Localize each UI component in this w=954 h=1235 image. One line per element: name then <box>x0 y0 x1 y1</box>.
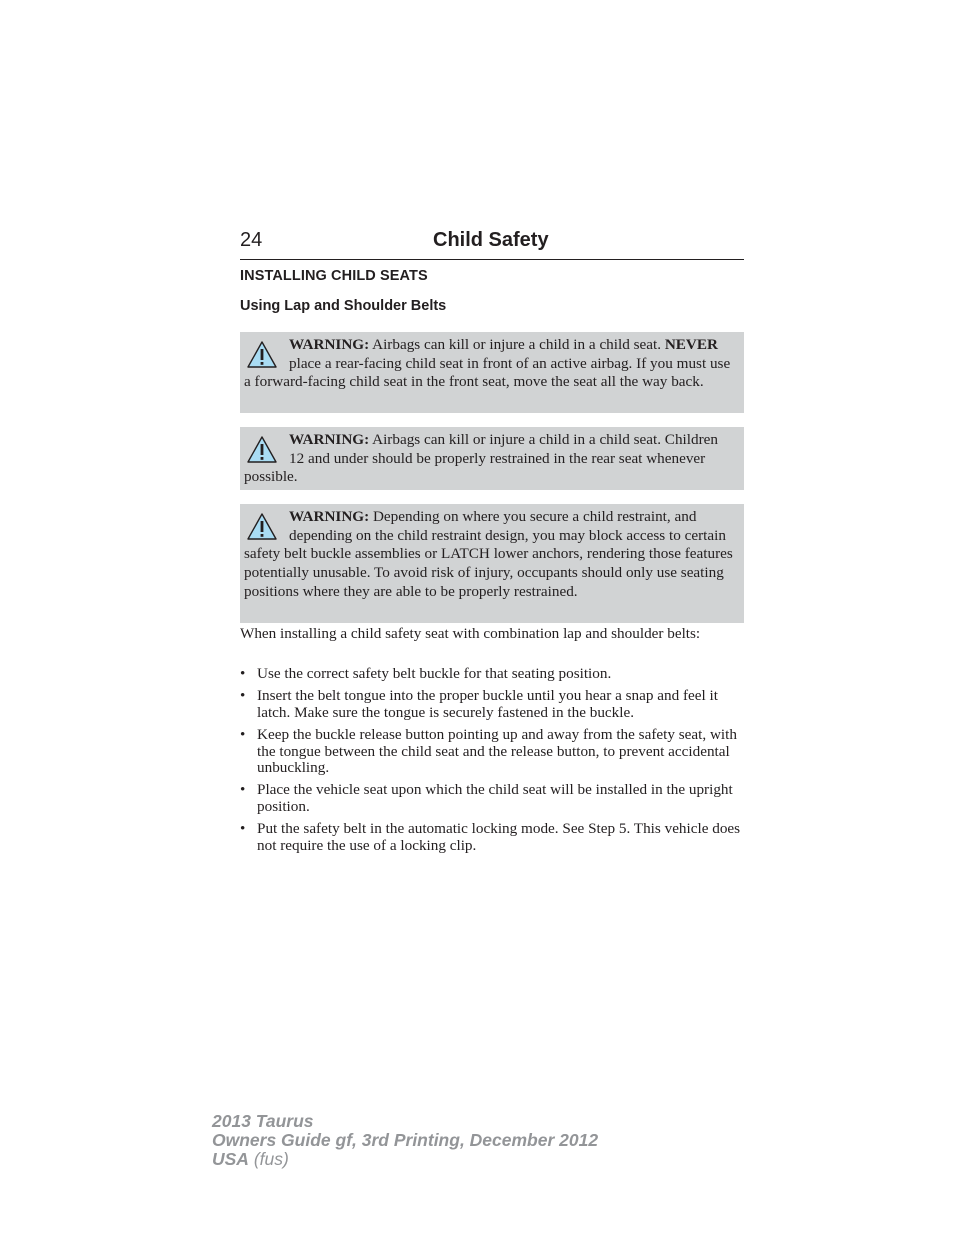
warning-triangle-icon <box>246 512 278 542</box>
list-item-text: Use the correct safety belt buckle for that seating position. <box>257 665 612 682</box>
warning-text: Depending on where you secure a child restraint, and depending on the child restraint design, you may block access to certain safety belt buckle assemblies or LATCH lower anchors, rendering those features potentially unusable. To avoid risk of injury, occupants should only use seating positions where they are able to be properly restrained. <box>244 508 733 600</box>
warning-box <box>240 504 744 623</box>
footer-edition: Owners Guide gf, 3rd Printing, December 2012 <box>212 1130 599 1150</box>
warning-label: WARNING: <box>289 508 370 525</box>
list-item <box>240 666 744 682</box>
instruction-list <box>240 666 744 860</box>
list-item-text: Place the vehicle seat upon which the child seat will be installed in the upright position. <box>257 781 733 815</box>
warning-text: Airbags can kill or injure a child in a child seat. <box>369 336 665 353</box>
manual-page <box>240 228 744 854</box>
bullet-icon: • <box>240 687 246 705</box>
warning-triangle-icon <box>246 435 278 465</box>
subsection-title: Using Lap and Shoulder Belts <box>240 298 447 314</box>
footer-market-code: (fus) <box>248 1149 289 1169</box>
footer-model: 2013 Taurus <box>212 1111 314 1131</box>
warning-triangle-icon <box>246 340 278 370</box>
chapter-title: Child Safety <box>433 229 549 251</box>
list-item <box>240 727 744 776</box>
bullet-icon: • <box>240 820 246 838</box>
warning-text: place a rear-facing child seat in front of an active airbag. If you must use a forward-facing child seat in the front seat, move the seat all the way back. <box>244 354 731 391</box>
section-title: INSTALLING CHILD SEATS <box>240 268 428 284</box>
footer-market <box>212 1150 598 1169</box>
list-item <box>240 688 744 721</box>
intro-paragraph: When installing a child safety seat with combination lap and shoulder belts: <box>240 625 701 642</box>
list-item <box>240 782 744 815</box>
bullet-icon: • <box>240 726 246 744</box>
warning-label: WARNING: <box>289 431 370 448</box>
warning-emphasis: NEVER <box>664 336 718 353</box>
warning-text: Airbags can kill or injure a child in a child seat. Children 12 and under should be properly restrained in the rear seat whenever possible. <box>244 431 718 486</box>
bullet-icon: • <box>240 781 246 799</box>
warning-label: WARNING: <box>289 336 370 353</box>
list-item-text: Put the safety belt in the automatic locking mode. See Step 5. This vehicle does not require the use of a locking clip. <box>257 820 741 854</box>
page-header <box>240 228 744 260</box>
bullet-icon: • <box>240 665 246 682</box>
page-footer <box>212 1112 598 1169</box>
list-item <box>240 821 744 854</box>
footer-market-name: USA <box>212 1149 249 1169</box>
list-item-text: Keep the buckle release button pointing up and away from the safety seat, with the tongue between the child seat and the release button, to prevent accidental unbuckling. <box>257 726 737 777</box>
page-number: 24 <box>240 229 263 251</box>
warning-box <box>240 332 744 413</box>
warning-box <box>240 427 744 490</box>
list-item-text: Insert the belt tongue into the proper buckle until you hear a snap and feel it latch. Make sure the tongue is securely fastened in the buckle. <box>257 687 718 721</box>
